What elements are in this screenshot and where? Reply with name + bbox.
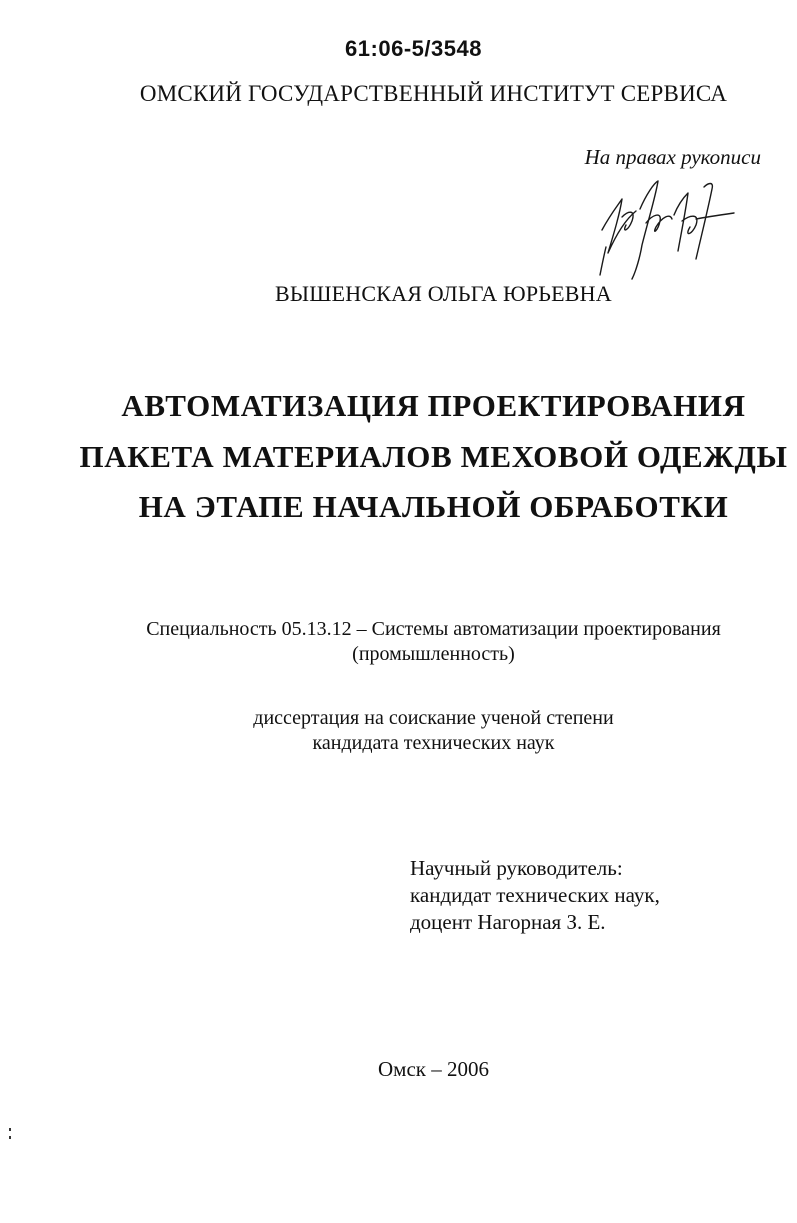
dissertation-degree: кандидата технических наук: [312, 732, 555, 754]
title-line: АВТОМАТИЗАЦИЯ ПРОЕКТИРОВАНИЯ: [121, 388, 746, 423]
catalog-stamp: 61:06-5/3548: [345, 36, 482, 61]
advisor-heading: Научный руководитель:: [410, 856, 623, 880]
institute-name: ОМСКИЙ ГОСУДАРСТВЕННЫЙ ИНСТИТУТ СЕРВИСА: [139, 81, 728, 106]
signature-icon: [592, 175, 742, 285]
specialty-field: (промышленность): [352, 643, 515, 665]
manuscript-rights-note: На правах рукописи: [584, 145, 761, 169]
city-year: Омск – 2006: [378, 1057, 489, 1081]
title-line: ПАКЕТА МАТЕРИАЛОВ МЕХОВОЙ ОДЕЖДЫ: [79, 439, 788, 474]
specialty-line: Специальность 05.13.12 – Системы автоматизации проектирования: [146, 618, 721, 640]
title-line: НА ЭТАПЕ НАЧАЛЬНОЙ ОБРАБОТКИ: [138, 489, 729, 524]
author-name: ВЫШЕНСКАЯ ОЛЬГА ЮРЬЕВНА: [275, 281, 612, 306]
scan-speck: [8, 1128, 12, 1140]
advisor-degree: кандидат технических наук,: [410, 883, 660, 907]
dissertation-type: диссертация на соискание ученой степени: [253, 707, 614, 729]
advisor-name: доцент Нагорная З. Е.: [410, 910, 606, 934]
